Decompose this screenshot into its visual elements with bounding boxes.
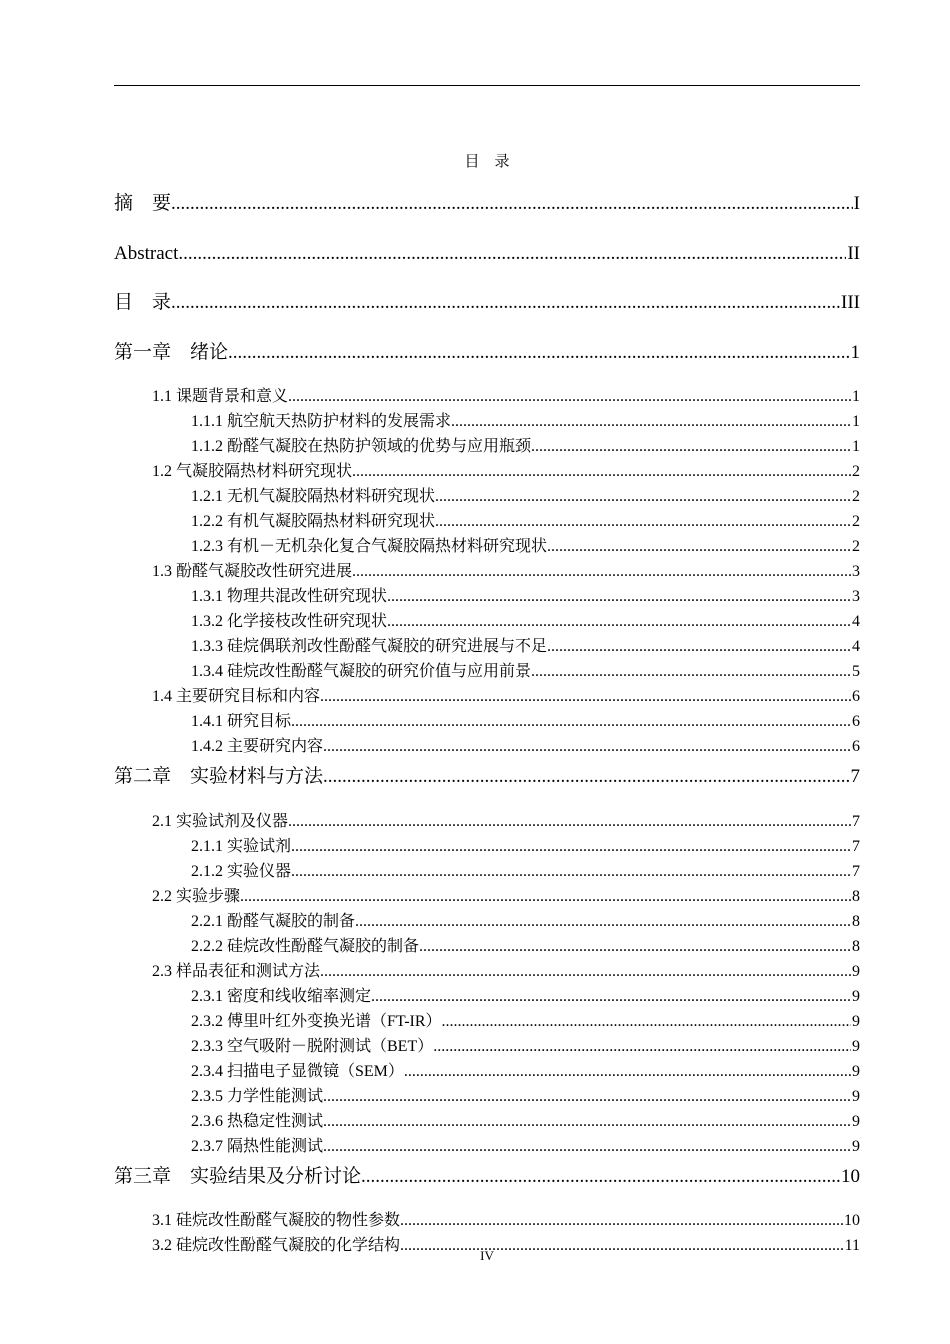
dot-leader	[404, 1059, 851, 1084]
toc-entry-label: 1.3 酚醛气凝胶改性研究进展	[152, 563, 353, 580]
toc-entry[interactable]	[114, 1159, 860, 1209]
dot-leader	[400, 1208, 843, 1233]
toc-entry-label: 2.1.2 实验仪器	[191, 862, 292, 880]
toc-entry-page: 1	[850, 341, 860, 363]
toc-entry-label: 2.3.3 空气吸附－脱附测试（BET）	[191, 1037, 434, 1055]
toc-entry-label: 1.4.1 研究目标	[191, 713, 292, 730]
dot-leader	[352, 459, 851, 484]
dot-leader	[531, 434, 851, 459]
toc-entry-label: 2.3.4 扫描电子显微镜（SEM）	[191, 1062, 404, 1080]
toc-entry-page: 9	[852, 1062, 860, 1080]
toc-entry[interactable]	[114, 335, 860, 385]
toc-entry-label: 1.3.4 硅烷改性酚醛气凝胶的研究价值与应用前景	[191, 663, 532, 680]
dot-leader	[531, 659, 851, 684]
toc-entry-label: 2.1 实验试剂及仪器	[152, 812, 289, 830]
toc-entry-label: 2.3.2 傅里叶红外变换光谱（FT-IR）	[191, 1012, 442, 1030]
toc-entry-page: 9	[852, 1137, 860, 1155]
page-number: IV	[480, 1248, 494, 1263]
dot-leader	[547, 634, 851, 659]
toc-entry[interactable]	[114, 534, 860, 559]
toc-entry[interactable]	[114, 459, 860, 484]
toc-entry-page: 2	[852, 488, 860, 505]
toc-entry-page: 8	[852, 937, 860, 955]
toc-entry-page: 4	[852, 613, 860, 630]
toc-entry-label: 第三章 实验结果及分析讨论	[114, 1165, 362, 1187]
toc-entry-label: 1.2 气凝胶隔热材料研究现状	[152, 463, 353, 480]
toc-entry-page: 11	[844, 1237, 860, 1254]
toc-entry-label: 2.2 实验步骤	[152, 887, 241, 905]
toc-entry[interactable]	[114, 984, 860, 1009]
toc-entry-page: 7	[850, 766, 860, 787]
toc-entry[interactable]	[114, 734, 860, 759]
dot-leader	[288, 809, 851, 834]
toc-entry-page: 8	[852, 887, 860, 905]
toc-entry-page: 6	[852, 688, 860, 705]
toc-entry-page: II	[847, 242, 860, 264]
toc-entry-label: 1.3.3 硅烷偶联剂改性酚醛气凝胶的研究进展与不足	[191, 638, 548, 655]
toc-entry-label: 1.3.2 化学接枝改性研究现状	[191, 613, 388, 630]
toc-entry-page: 4	[852, 638, 860, 655]
toc-entry-label: 3.1 硅烷改性酚醛气凝胶的物性参数	[152, 1212, 401, 1229]
toc-entry-page: 2	[852, 463, 860, 480]
toc-entry-label: 2.3.7 隔热性能测试	[191, 1137, 324, 1155]
toc-entry-label: 1.1.1 航空航天热防护材料的发展需求	[191, 413, 452, 430]
toc-entry[interactable]	[114, 1084, 860, 1109]
toc-entry-page: 3	[852, 588, 860, 605]
toc-title	[114, 150, 860, 171]
dot-leader	[435, 484, 851, 509]
toc-entry[interactable]	[114, 909, 860, 934]
toc-entry[interactable]	[114, 809, 860, 834]
dot-leader	[433, 1034, 851, 1059]
toc-entry-label: 2.2.2 硅烷改性酚醛气凝胶的制备	[191, 937, 420, 955]
toc-entry[interactable]	[114, 285, 860, 335]
toc-entry[interactable]	[114, 434, 860, 459]
toc-entry-label: 1.1.2 酚醛气凝胶在热防护领域的优势与应用瓶颈	[191, 438, 532, 455]
toc-entry-label: 2.3.5 力学性能测试	[191, 1087, 324, 1105]
toc-entry[interactable]	[114, 709, 860, 734]
dot-leader	[323, 1134, 851, 1159]
toc-entry-page: 1	[852, 388, 860, 405]
toc-entry[interactable]	[114, 1034, 860, 1059]
toc-entry-label: 1.3.1 物理共混改性研究现状	[191, 588, 388, 605]
toc-entry[interactable]	[114, 634, 860, 659]
dot-leader	[320, 684, 851, 709]
toc-entry-page: 9	[852, 987, 860, 1005]
toc-entry-label: 1.2.1 无机气凝胶隔热材料研究现状	[191, 488, 436, 505]
dot-leader	[352, 559, 851, 584]
toc-entry[interactable]	[114, 1059, 860, 1084]
toc-entry-label: Abstract	[114, 242, 179, 264]
toc-entry-label: 目 录	[114, 292, 172, 313]
toc-entry-page: 9	[852, 1012, 860, 1030]
dot-leader	[171, 285, 840, 320]
toc-entry-label: 第二章 实验材料与方法	[114, 766, 324, 787]
toc-entry-page: 6	[852, 713, 860, 730]
toc-entry[interactable]	[114, 186, 860, 236]
toc-entry-page: 7	[852, 812, 860, 830]
toc-entry[interactable]	[114, 484, 860, 509]
toc-entry[interactable]	[114, 1109, 860, 1134]
dot-leader	[291, 709, 851, 734]
dot-leader	[323, 759, 849, 794]
dot-leader	[288, 384, 851, 409]
dot-leader	[435, 509, 851, 534]
toc-entry-page: 1	[852, 413, 860, 430]
toc-entry-label: 2.3 样品表征和测试方法	[152, 962, 321, 980]
toc-entry[interactable]	[114, 834, 860, 859]
toc-entry-label: 1.1 课题背景和意义	[152, 388, 289, 405]
dot-leader	[387, 584, 851, 609]
toc-entry[interactable]	[114, 1208, 860, 1233]
dot-leader	[451, 409, 851, 434]
toc-entry[interactable]	[114, 509, 860, 534]
toc-entry-page: 10	[841, 1165, 860, 1187]
table-of-contents	[114, 186, 860, 1258]
toc-entry-label: 2.2.1 酚醛气凝胶的制备	[191, 912, 356, 930]
toc-entry-label: 2.1.1 实验试剂	[191, 837, 292, 855]
dot-leader	[323, 1084, 851, 1109]
toc-entry-label: 摘 要	[114, 193, 172, 214]
toc-entry-page: 9	[852, 962, 860, 980]
toc-entry[interactable]	[114, 559, 860, 584]
dot-leader	[419, 934, 851, 959]
toc-entry[interactable]	[114, 384, 860, 409]
toc-entry[interactable]	[114, 759, 860, 809]
toc-entry-page: 6	[852, 738, 860, 755]
toc-entry-label: 1.4.2 主要研究内容	[191, 738, 324, 755]
toc-entry[interactable]	[114, 959, 860, 984]
dot-leader	[355, 909, 851, 934]
toc-entry-page: I	[853, 193, 860, 214]
toc-entry-page: III	[841, 292, 860, 313]
toc-entry-label: 1.4 主要研究目标和内容	[152, 688, 321, 705]
toc-entry-page: 9	[852, 1087, 860, 1105]
dot-leader	[228, 335, 849, 370]
dot-leader	[291, 859, 851, 884]
toc-entry-page: 7	[852, 862, 860, 880]
toc-entry-label: 2.3.1 密度和线收缩率测定	[191, 987, 372, 1005]
toc-entry-page: 2	[852, 513, 860, 530]
toc-entry-page: 7	[852, 837, 860, 855]
dot-leader	[171, 186, 853, 221]
dot-leader	[361, 1159, 840, 1194]
dot-leader	[320, 959, 851, 984]
toc-entry-label: 第一章 绪论	[114, 341, 229, 363]
toc-entry[interactable]	[114, 934, 860, 959]
dot-leader	[291, 834, 851, 859]
toc-entry[interactable]	[114, 684, 860, 709]
toc-entry-page: 2	[852, 538, 860, 555]
toc-entry[interactable]	[114, 409, 860, 434]
dot-leader	[442, 1009, 851, 1034]
toc-entry[interactable]	[114, 236, 860, 286]
dot-leader	[387, 609, 851, 634]
toc-entry-label: 2.3.6 热稳定性测试	[191, 1112, 324, 1130]
dot-leader	[240, 884, 851, 909]
toc-entry[interactable]	[114, 859, 860, 884]
toc-entry-page: 9	[852, 1037, 860, 1055]
toc-entry[interactable]	[114, 1009, 860, 1034]
header-rule	[114, 85, 860, 86]
toc-entry-page: 5	[852, 663, 860, 680]
toc-entry-label: 3.2 硅烷改性酚醛气凝胶的化学结构	[152, 1237, 401, 1254]
toc-entry-label: 1.2.2 有机气凝胶隔热材料研究现状	[191, 513, 436, 530]
toc-entry-page: 8	[852, 912, 860, 930]
dot-leader	[371, 984, 851, 1009]
toc-entry[interactable]	[114, 884, 860, 909]
toc-entry-page: 1	[852, 438, 860, 455]
dot-leader	[547, 534, 851, 559]
toc-entry-page: 9	[852, 1112, 860, 1130]
dot-leader	[178, 236, 846, 271]
toc-entry[interactable]	[114, 1134, 860, 1159]
toc-title-text: 目 录	[464, 154, 510, 170]
toc-entry-page: 3	[852, 563, 860, 580]
toc-entry-label: 1.2.3 有机－无机杂化复合气凝胶隔热材料研究现状	[191, 538, 548, 555]
dot-leader	[323, 1109, 851, 1134]
toc-entry-page: 10	[844, 1212, 860, 1229]
toc-entry[interactable]	[114, 659, 860, 684]
toc-entry[interactable]	[114, 609, 860, 634]
toc-entry[interactable]	[114, 584, 860, 609]
dot-leader	[323, 734, 851, 759]
